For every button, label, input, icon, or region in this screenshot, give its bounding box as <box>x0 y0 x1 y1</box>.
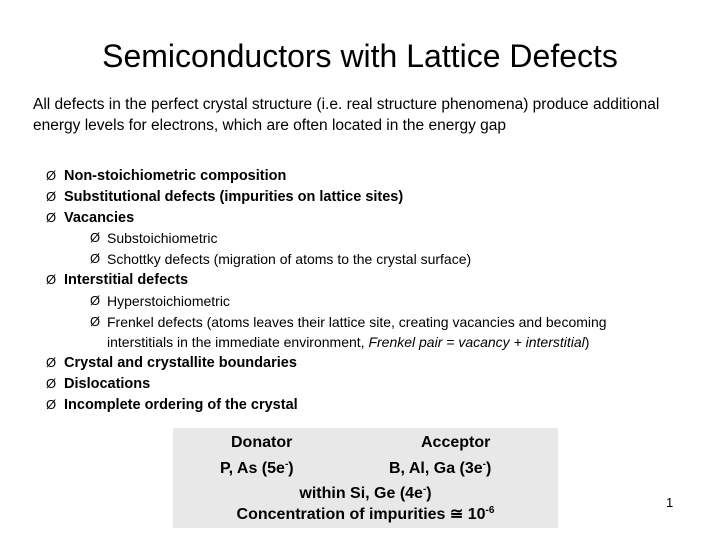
close-paren: ) <box>486 460 492 477</box>
concentration-exponent: -6 <box>485 505 495 516</box>
slide-title: Semiconductors with Lattice Defects <box>102 38 618 74</box>
arrow-bullet-icon: Ø <box>46 168 57 183</box>
concentration-line <box>173 504 558 526</box>
list-item <box>0 270 720 291</box>
page-number: 1 <box>666 495 674 510</box>
arrow-bullet-icon: Ø <box>46 271 57 287</box>
list-item-label: Interstitial defects <box>64 271 189 288</box>
close-paren: ) <box>288 460 294 477</box>
concentration-text: Concentration of impurities ≅ 10 <box>236 506 486 523</box>
superscript-minus: - <box>422 484 427 495</box>
list-item-label: Incomplete ordering of the crystal <box>64 396 298 413</box>
list-item <box>0 374 720 395</box>
acceptor-elements-text: B, Al, Ga (3e <box>389 460 483 477</box>
sub-list-item-label: Hyperstoichiometric <box>107 292 230 309</box>
sub-list-item-label: Frenkel defects (atoms leaves their lattice site, creating vacancies and becoming <box>107 313 607 330</box>
list-item-label: Crystal and crystallite boundaries <box>64 355 297 372</box>
arrow-bullet-icon: Ø <box>90 292 101 308</box>
defect-list <box>0 166 720 416</box>
frenkel-pair-formula: Frenkel pair = vacancy + interstitial <box>368 334 585 351</box>
sub-list-item-label: Schottky defects (migration of atoms to the crystal surface) <box>107 251 472 268</box>
continuation-text: interstitials in the immediate environment, <box>107 334 369 351</box>
list-item-label: Non-stoichiometric composition <box>64 168 287 184</box>
arrow-bullet-icon: Ø <box>46 188 57 204</box>
dopant-info-box <box>173 428 558 528</box>
donator-label: Donator <box>231 434 293 451</box>
host-material-text: within Si, Ge (4e <box>299 485 423 502</box>
sub-list-item <box>0 249 720 270</box>
arrow-bullet-icon: Ø <box>46 396 57 412</box>
arrow-bullet-icon: Ø <box>90 313 101 329</box>
superscript-minus: - <box>482 459 486 470</box>
sub-list-item <box>0 312 720 333</box>
sub-list-item-continuation <box>0 332 720 353</box>
list-item <box>0 187 720 208</box>
sub-list-item <box>0 228 720 249</box>
intro-paragraph: All defects in the perfect crystal structure (i.e. real structure phenomena) produce additional energy levels for electrons, which are often located in the energy gap <box>33 96 660 134</box>
sub-list-item-label: Substoichiometric <box>107 230 218 247</box>
close-paren: ) <box>426 485 432 502</box>
list-item-label: Vacancies <box>64 209 135 226</box>
arrow-bullet-icon: Ø <box>46 209 57 225</box>
list-item <box>0 353 720 374</box>
sub-list-item <box>0 291 720 312</box>
list-item <box>0 166 720 187</box>
list-item <box>0 395 720 416</box>
superscript-minus: - <box>284 459 289 470</box>
list-item <box>0 208 720 229</box>
donator-elements-text: P, As (5e <box>220 460 285 477</box>
list-item-label: Dislocations <box>64 375 151 392</box>
arrow-bullet-icon: Ø <box>46 375 57 391</box>
host-material-line <box>173 483 558 505</box>
arrow-bullet-icon: Ø <box>46 355 57 371</box>
list-item-label: Substitutional defects (impurities on lattice sites) <box>64 188 404 205</box>
closing-paren: ) <box>584 334 590 351</box>
arrow-bullet-icon: Ø <box>90 230 101 246</box>
acceptor-elements <box>389 458 491 480</box>
acceptor-label: Acceptor <box>421 434 491 451</box>
donator-elements <box>220 458 294 480</box>
arrow-bullet-icon: Ø <box>90 251 101 267</box>
